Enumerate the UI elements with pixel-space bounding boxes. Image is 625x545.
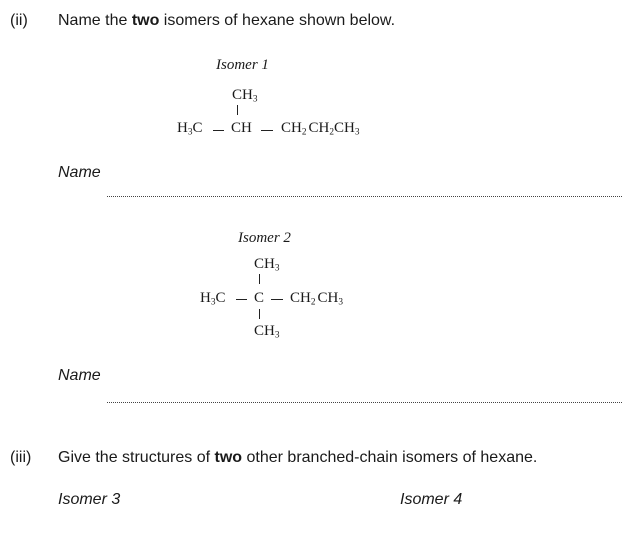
isomer-4-label: Isomer 4 xyxy=(400,491,463,508)
question-iii-text xyxy=(58,449,537,467)
isomer-2-top-methyl xyxy=(254,256,280,273)
isomer-1-left-c: C xyxy=(192,120,203,136)
isomer-2-bond-right xyxy=(271,299,283,300)
isomer-2-left-c: C xyxy=(215,290,226,306)
isomer-2-right-sub-2: 3 xyxy=(338,297,343,308)
isomer-2-top-subscript: 3 xyxy=(274,263,280,274)
isomer-2-bottom-subscript: 3 xyxy=(274,330,280,341)
isomer-2-right-sub-1: 2 xyxy=(310,297,316,308)
isomer-1-chain-part-2: CH xyxy=(308,120,330,136)
isomer-1-methyl-left xyxy=(177,120,203,137)
isomer-1-branch-bond xyxy=(237,105,238,115)
isomer-1-chain-part-3: CH xyxy=(334,120,355,136)
isomer-2-right-part-1: CH xyxy=(290,290,311,306)
isomer-2-left-h: H xyxy=(200,290,211,306)
question-iii-text-start: Give the structures of xyxy=(58,449,215,466)
question-ii-text-end: isomers of hexane shown below. xyxy=(159,12,396,29)
isomer-2-caption: Isomer 2 xyxy=(238,230,291,246)
isomer-1-branch-group xyxy=(232,87,258,104)
question-number-iii: (iii) xyxy=(10,449,32,466)
answer-line-2[interactable] xyxy=(107,402,622,403)
isomer-1-chain-sub-2: 2 xyxy=(329,127,334,138)
isomer-2-bottom-methyl xyxy=(254,323,280,340)
question-ii-text-start: Name the xyxy=(58,12,132,29)
isomer-1-left-h: H xyxy=(177,120,188,136)
isomer-2-central-carbon: C xyxy=(254,290,265,306)
question-iii-text-end: other branched-chain isomers of hexane. xyxy=(242,449,538,466)
isomer-2-left-methyl xyxy=(200,290,226,307)
isomer-1-bond-1 xyxy=(213,130,224,131)
isomer-2-bond-left xyxy=(236,299,247,300)
name-label-2: Name xyxy=(58,367,101,384)
isomer-1-bond-2 xyxy=(261,130,273,131)
question-iii-emphasis: two xyxy=(214,449,243,466)
isomer-2-right-part-2: CH xyxy=(317,290,339,306)
isomer-2-bottom-text: CH xyxy=(254,323,275,339)
isomer-1-left-subscript: 3 xyxy=(187,127,193,138)
name-label-1: Name xyxy=(58,164,101,181)
isomer-1-chain-right xyxy=(281,120,360,137)
isomer-1-chain-sub-3: 3 xyxy=(354,127,360,138)
isomer-1-ch-group: CH xyxy=(231,120,252,136)
question-ii-text xyxy=(58,12,395,30)
isomer-2-top-text: CH xyxy=(254,256,275,272)
isomer-2-right-chain xyxy=(290,290,343,307)
isomer-1-chain-part-1: CH xyxy=(281,120,302,136)
isomer-1-caption: Isomer 1 xyxy=(216,57,269,73)
isomer-1-branch-text: CH xyxy=(232,87,253,103)
answer-line-1[interactable] xyxy=(107,196,622,197)
isomer-2-left-subscript: 3 xyxy=(210,297,216,308)
isomer-1-chain-sub-1: 2 xyxy=(301,127,307,138)
isomer-2-top-bond xyxy=(259,274,260,284)
isomer-3-label: Isomer 3 xyxy=(58,491,121,508)
question-number-ii: (ii) xyxy=(10,12,28,29)
isomer-2-bottom-bond xyxy=(259,309,260,319)
question-ii-emphasis: two xyxy=(131,12,160,29)
isomer-1-branch-subscript: 3 xyxy=(252,94,258,105)
